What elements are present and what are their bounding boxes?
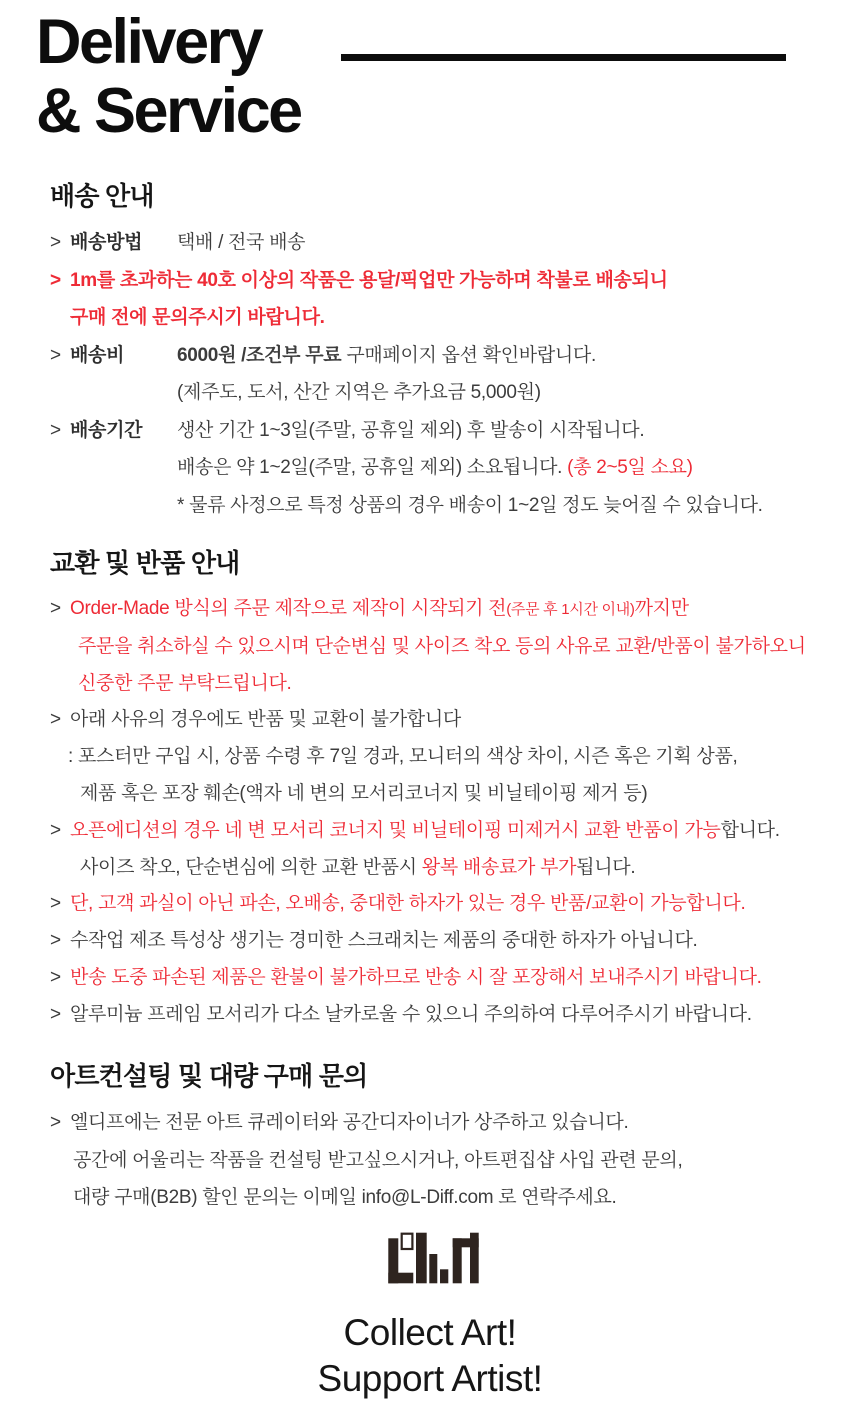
section-shipping bbox=[50, 181, 850, 524]
returns-open-edition-line1 bbox=[50, 813, 850, 850]
consulting-text-line2: 공간에 어울리는 작품을 컨설팅 받고싶으시거나, 아트편집샵 사입 관련 문의, bbox=[73, 1149, 683, 1171]
returns-order-made-line1 bbox=[50, 591, 850, 629]
chevron-marker: > bbox=[50, 232, 61, 253]
shipping-period-line2 bbox=[50, 449, 850, 487]
shipping-oversize-notice-line2 bbox=[50, 299, 850, 337]
shipping-fee-amount: 6000원 /조건부 무료 bbox=[177, 344, 342, 366]
shipping-period-label: 배송기간 bbox=[70, 419, 143, 441]
chevron-marker: > bbox=[50, 1112, 61, 1133]
footer-slogan bbox=[0, 1310, 860, 1402]
shipping-period-line3 bbox=[50, 487, 850, 525]
returns-no-return-line1 bbox=[50, 702, 850, 739]
page-title-line2: & Service bbox=[36, 76, 301, 146]
returns-scratch-line bbox=[50, 923, 850, 960]
returns-no-return-line2 bbox=[50, 739, 850, 776]
returns-open-edition-line2 bbox=[50, 850, 850, 887]
chevron-marker: > bbox=[50, 709, 61, 731]
l-diff-logo bbox=[387, 1232, 480, 1284]
returns-damage-line bbox=[50, 886, 850, 923]
return-shipping-text: 반송 도중 파손된 제품은 환불이 불가하므로 반송 시 잘 포장해서 보내주시기 바랍니다. bbox=[70, 966, 762, 988]
period-total-days-red: (총 2~5일 소요) bbox=[567, 457, 693, 478]
order-made-small-note: (주문 후 1시간 이내) bbox=[506, 601, 635, 618]
order-made-text-line3: 신중한 주문 부탁드립니다. bbox=[78, 672, 292, 694]
chevron-marker: > bbox=[50, 930, 61, 952]
chevron-marker: > bbox=[50, 598, 61, 619]
surcharge-text: (제주도, 도서, 산간 지역은 추가요금 5,000원) bbox=[177, 382, 541, 403]
order-made-text-end: 까지만 bbox=[634, 598, 689, 619]
exchange-fee-text: 사이즈 착오, 단순변심에 의한 교환 반품시 bbox=[80, 856, 422, 878]
consulting-line2 bbox=[50, 1142, 850, 1180]
returns-return-shipping-line bbox=[50, 960, 850, 997]
consulting-line1 bbox=[50, 1104, 850, 1142]
returns-heading: 교환 및 반품 안내 bbox=[50, 548, 240, 578]
chevron-marker: > bbox=[50, 419, 61, 441]
exchange-fee-red-text: 왕복 배송료가 부가 bbox=[421, 856, 577, 878]
shipping-fee-label: 배송비 bbox=[70, 344, 125, 366]
returns-order-made-line2 bbox=[50, 629, 850, 666]
section-consulting bbox=[50, 1061, 850, 1217]
no-return-text-line1: 아래 사유의 경우에도 반품 및 교환이 불가합니다 bbox=[70, 709, 461, 731]
shipping-fee-row bbox=[50, 337, 850, 375]
chevron-marker: > bbox=[50, 893, 61, 915]
returns-order-made-line3 bbox=[50, 666, 850, 703]
period-text: 배송은 약 1~2일(주말, 공휴일 제외) 소요됩니다. bbox=[177, 457, 568, 478]
consulting-heading: 아트컨설팅 및 대량 구매 문의 bbox=[50, 1061, 368, 1091]
order-made-text-line2: 주문을 취소하실 수 있으시며 단순변심 및 사이즈 착오 등의 사유로 교환/반품이 불가하오니 bbox=[78, 635, 806, 657]
chevron-marker: > bbox=[50, 1003, 61, 1025]
shipping-method-label: 배송방법 bbox=[70, 232, 143, 253]
returns-no-return-line3 bbox=[50, 776, 850, 813]
oversize-text-line2: 구매 전에 문의주시기 바랍니다. bbox=[70, 307, 325, 328]
consulting-line3 bbox=[50, 1179, 850, 1217]
no-return-text-line2: : 포스터만 구입 시, 상품 수령 후 7일 경과, 모니터의 색상 차이, 시즌 혹은 기획 상품, bbox=[68, 746, 738, 768]
page-title-line1: Delivery bbox=[36, 7, 262, 77]
chevron-marker: > bbox=[50, 966, 61, 988]
page-title bbox=[36, 8, 301, 146]
consulting-text-line1: 엘디프에는 전문 아트 큐레이터와 공간디자이너가 상주하고 있습니다. bbox=[70, 1112, 629, 1133]
exchange-fee-text-end: 됩니다. bbox=[576, 856, 636, 878]
shipping-period-row bbox=[50, 412, 850, 450]
consulting-email-line: 대량 구매(B2B) 할인 문의는 이메일 info@L-Diff.com 로 연락주세요. bbox=[73, 1187, 617, 1208]
shipping-method-value: 택배 / 전국 배송 bbox=[177, 232, 306, 253]
shipping-oversize-notice-line1 bbox=[50, 262, 850, 300]
chevron-marker: > bbox=[50, 819, 61, 841]
no-return-text-line3: 제품 혹은 포장 훼손(액자 네 변의 모서리코너지 및 비닐테이핑 제거 등) bbox=[80, 782, 648, 804]
shipping-fee-note: 구매페이지 옵션 확인바랍니다. bbox=[341, 344, 596, 366]
open-edition-black-text: 합니다. bbox=[720, 819, 780, 841]
shipping-method-row bbox=[50, 224, 850, 262]
scratch-text: 수작업 제조 특성상 생기는 경미한 스크래치는 제품의 중대한 하자가 아닙니다. bbox=[70, 930, 698, 952]
section-returns bbox=[50, 548, 850, 1034]
slogan-line2: Support Artist! bbox=[317, 1358, 543, 1399]
shipping-period-line1: 생산 기간 1~3일(주말, 공휴일 제외) 후 발송이 시작됩니다. bbox=[177, 419, 645, 441]
title-rule-line bbox=[341, 54, 786, 61]
damage-text: 단, 고객 과실이 아닌 파손, 오배송, 중대한 하자가 있는 경우 반품/교환이 가능합니다. bbox=[70, 893, 746, 915]
oversize-text-line1: 1m를 초과하는 40호 이상의 작품은 용달/픽업만 가능하며 착불로 배송되니 bbox=[70, 269, 668, 291]
chevron-marker: > bbox=[50, 269, 61, 291]
open-edition-red-text: 오픈에디션의 경우 네 변 모서리 코너지 및 비닐테이핑 미제거시 교환 반품이 가능 bbox=[70, 819, 721, 841]
shipping-heading: 배송 안내 bbox=[50, 181, 154, 211]
order-made-text: Order-Made 방식의 주문 제작으로 제작이 시작되기 전 bbox=[70, 598, 507, 619]
frame-caution-text: 알루미늄 프레임 모서리가 다소 날카로울 수 있으니 주의하여 다루어주시기 바랍니다. bbox=[70, 1003, 752, 1025]
returns-frame-line bbox=[50, 997, 850, 1034]
chevron-marker: > bbox=[50, 344, 61, 366]
logistics-delay-note: * 물류 사정으로 특정 상품의 경우 배송이 1~2일 정도 늦어질 수 있습니다. bbox=[177, 494, 763, 516]
slogan-line1: Collect Art! bbox=[343, 1312, 517, 1353]
shipping-fee-surcharge bbox=[50, 374, 850, 412]
